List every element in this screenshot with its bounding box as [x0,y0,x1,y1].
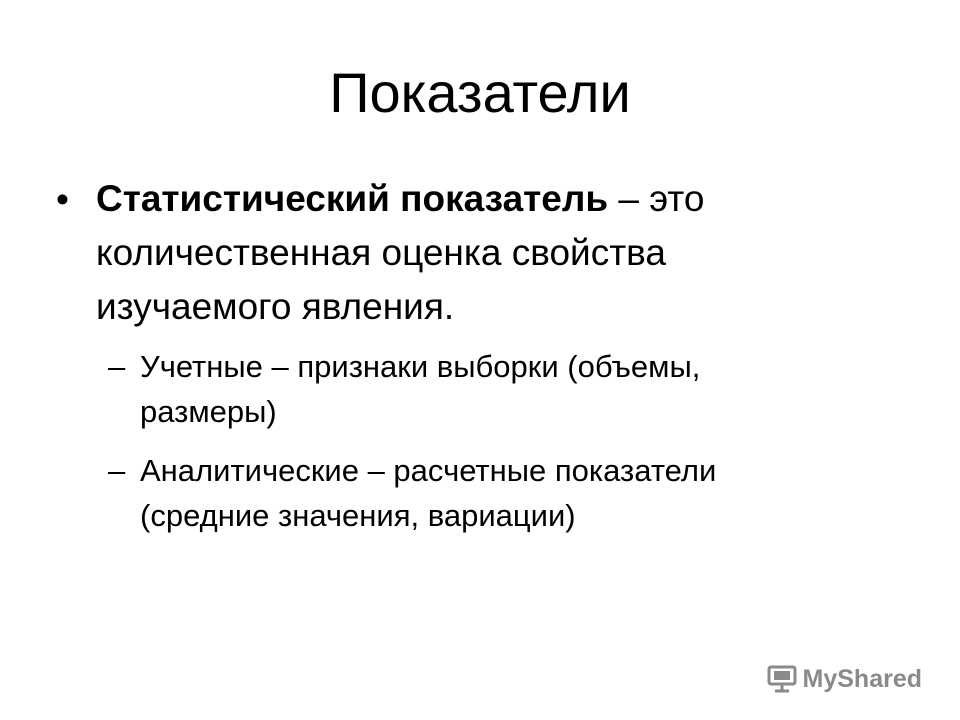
myshared-logo[interactable] [767,664,922,694]
sub-item-marker: – [108,349,126,384]
slide-content [56,172,916,552]
sub-item-text: Аналитические – расчетные показатели (средние значения, вариации) [140,453,717,533]
bullet-term: Статистический показатель [96,178,609,219]
sub-item-marker: – [108,453,126,488]
presentation-board-icon [767,665,797,693]
bullet-text [96,172,856,334]
bullet-marker: • [56,179,69,220]
sub-item-accounting [108,344,916,434]
sub-item-text: Учетные – признаки выборки (объемы, размеры) [140,349,701,429]
sub-list [108,344,916,538]
logo-text: MyShared [802,665,922,693]
sub-item-analytical [108,448,916,538]
slide-title: Показатели [329,61,631,124]
bullet-definition: – это количественная оценка свойства изучаемого явления. [96,178,705,327]
main-bullet [56,172,916,334]
